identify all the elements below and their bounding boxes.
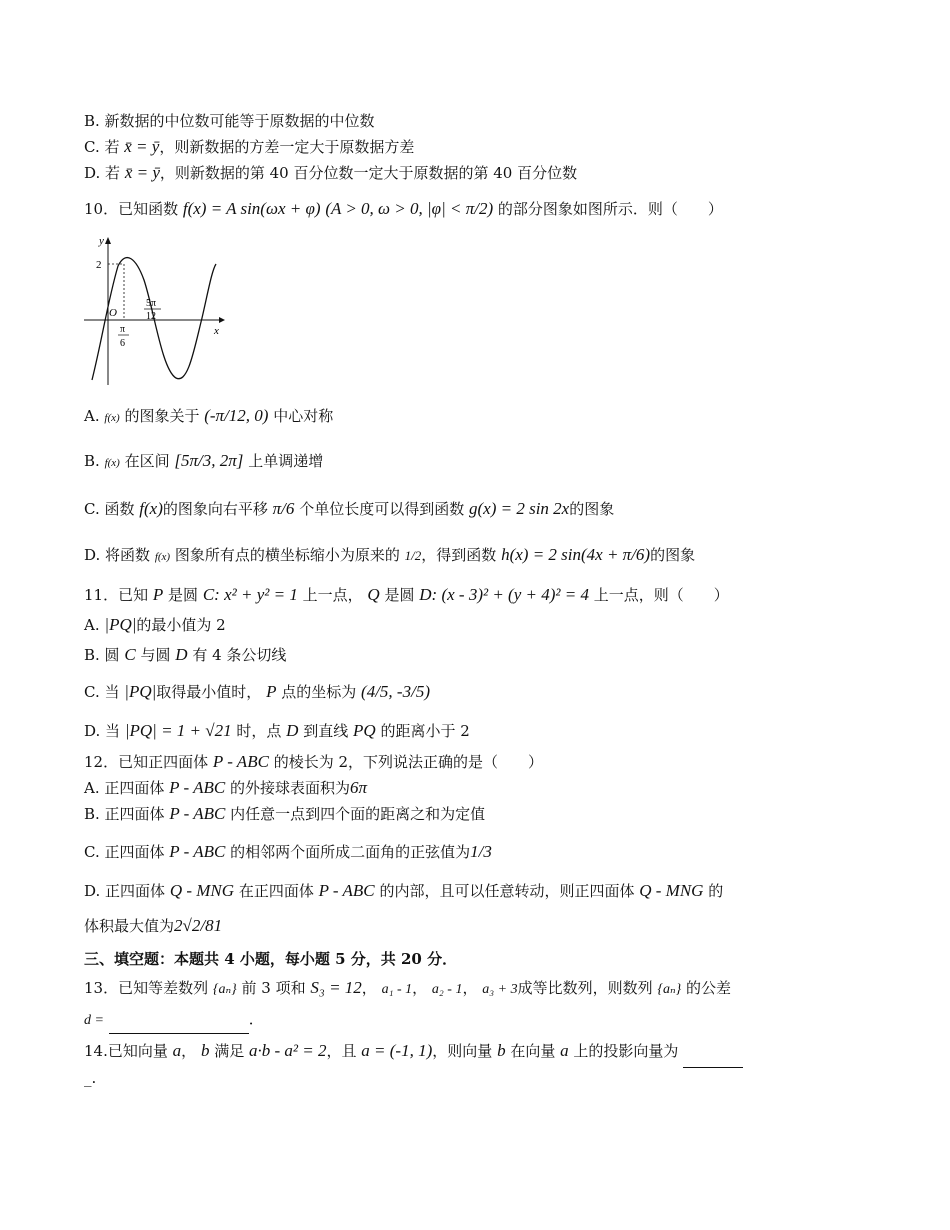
- x-label: x: [214, 325, 219, 337]
- q11-d-mid: 时，点: [236, 722, 282, 740]
- q13-a1: a₁ - 1: [381, 982, 413, 997]
- q10-d-text1: D. 将函数: [84, 546, 151, 564]
- q10-option-d: [84, 532, 814, 580]
- q12-b-pre: B. 正四面体: [84, 805, 165, 823]
- q12-option-c: [84, 828, 814, 876]
- q10-a-func: f(x): [104, 412, 120, 424]
- q12-d-mid: 在正四面体: [238, 882, 314, 900]
- q11-stem1: 11．已知: [84, 586, 149, 604]
- q11-c-mid2: 点的坐标为: [281, 683, 357, 701]
- q9-d-condition: x̄ = ȳ: [124, 163, 160, 182]
- q13-line1: [84, 972, 814, 1006]
- q14-line2: [84, 1068, 814, 1088]
- tick-pi6-den: 6: [120, 338, 125, 349]
- section3-title-text: 三、填空题：本题共 4 小题，每小题 5 分，共 20 分．: [84, 950, 458, 968]
- tick-pi6-num: π: [120, 324, 126, 335]
- q13-seq2: {aₙ}: [657, 982, 682, 997]
- q10-c-text2: 的图象向右平移: [162, 500, 268, 518]
- q11-a-math: |PQ|: [104, 615, 137, 634]
- q10-stem-pre: 10．已知函数: [84, 200, 179, 218]
- q12-tetra: P - ABC: [212, 752, 269, 771]
- q10-b-text: 在区间: [124, 452, 170, 470]
- q11-d-post: 的距离小于 2: [380, 722, 470, 740]
- q13-answer-blank[interactable]: [109, 1017, 249, 1034]
- q12-stem-post: 的棱长为 2，下列说法正确的是（ ）: [273, 753, 544, 771]
- q11-stem: [84, 580, 814, 610]
- q9-c-pre: C. 若: [84, 138, 120, 156]
- q11-option-d: [84, 714, 814, 748]
- q14-t7: 上的投影向量为: [573, 1042, 679, 1060]
- q14-t2: ，: [181, 1042, 197, 1060]
- q12-d-tetra: P - ABC: [318, 881, 375, 900]
- q13-t5: ，: [462, 979, 478, 997]
- q9-c-condition: x̄ = ȳ: [124, 137, 160, 156]
- q14-t4: ，且: [326, 1042, 357, 1060]
- q14-t5: ，则向量: [432, 1042, 493, 1060]
- q11-c-mid: 取得最小值时，: [156, 683, 262, 701]
- q13-t6: 成等比数列，则数列: [517, 979, 653, 997]
- q9-option-c: [84, 134, 814, 160]
- q12-c-post: 的相邻两个面所成二面角的正弦值为: [230, 843, 471, 861]
- q14-a-val: a = (-1, 1): [361, 1041, 433, 1060]
- q14-a: a: [172, 1041, 182, 1060]
- q9-option-d: [84, 160, 814, 186]
- q14-t6: 在向量: [510, 1042, 556, 1060]
- q13-d: d =: [84, 1013, 104, 1028]
- q14-end: _.: [84, 1069, 97, 1087]
- tick-5pi12-num: 5π: [146, 298, 157, 309]
- q10-b-interval: [5π/3, 2π]: [174, 451, 244, 470]
- q10-d-text4: 的图象: [650, 546, 696, 564]
- x-axis-arrow: [219, 317, 225, 323]
- q13-s3: S₃ = 12: [310, 978, 362, 997]
- tick-5pi12-den: 12: [146, 311, 156, 322]
- q12-c-tetra: P - ABC: [169, 842, 226, 861]
- q10-c-func: f(x): [139, 499, 163, 518]
- q12-d-inner: Q - MNG: [169, 881, 235, 900]
- q12-stem-pre: 12．已知正四面体: [84, 753, 209, 771]
- q11-option-a: [84, 610, 814, 640]
- q11-b-c: C: [124, 645, 136, 664]
- q9-c-post: ，则新数据的方差一定大于原数据方差: [159, 138, 415, 156]
- q12-option-d: [84, 876, 814, 906]
- q12-b-tetra: P - ABC: [169, 804, 226, 823]
- q10-a-post: 中心对称: [273, 407, 334, 425]
- q11-b-post: 有 4 条公切线: [192, 646, 287, 664]
- q10-c-text3: 个单位长度可以得到函数: [299, 500, 465, 518]
- q13-t1: 13．已知等差数列: [84, 979, 209, 997]
- q10-c-text1: C. 函数: [84, 500, 135, 518]
- q12-c-pre: C. 正四面体: [84, 843, 165, 861]
- q12-a-pre: A. 正四面体: [84, 779, 165, 797]
- q11-c-math: |PQ|: [124, 682, 157, 701]
- section3-title: [84, 946, 814, 972]
- q13-a3: a₃ + 3: [482, 982, 518, 997]
- q11-d-mid2: 到直线: [303, 722, 349, 740]
- q11-stem3: 上一点，: [302, 586, 363, 604]
- q13-end: ．: [248, 1010, 264, 1028]
- q11-stem5: 上一点，则（ ）: [593, 586, 729, 604]
- q13-t4: ，: [412, 979, 428, 997]
- q10-c-text4: 的图象: [569, 500, 615, 518]
- q10-b-post: 上单调递增: [248, 452, 324, 470]
- q10-a-pre: A.: [84, 407, 100, 425]
- y-axis-arrow: [105, 237, 111, 244]
- q11-d-pre: D. 当: [84, 722, 121, 740]
- q12-option-d-line2: [84, 906, 814, 946]
- q11-d-d: D: [286, 721, 299, 740]
- q9-option-b-text: B. 新数据的中位数可能等于原数据的中位数: [84, 112, 375, 130]
- q9-d-pre: D. 若: [84, 164, 121, 182]
- q14-b2: b: [497, 1041, 506, 1060]
- q14-a2: a: [560, 1041, 569, 1060]
- q10-a-point: (-π/12, 0): [204, 406, 269, 425]
- q10-d-text3: ，得到函数: [421, 546, 497, 564]
- q11-d-pq: PQ: [353, 721, 376, 740]
- q10-condition: (A > 0, ω > 0, |φ| < π/2): [325, 199, 494, 218]
- max-label: 2: [96, 259, 102, 271]
- q13-t2: 前 3 项和: [241, 979, 306, 997]
- q14-answer-blank[interactable]: [683, 1051, 743, 1068]
- q10-option-b: [84, 438, 814, 486]
- q10-d-text2: 图象所有点的横坐标缩小为原来的: [174, 546, 400, 564]
- q14-line1: [84, 1034, 814, 1068]
- q11-b-mid: 与圆: [140, 646, 171, 664]
- q12-d-val: 2√2/81: [174, 916, 223, 935]
- q11-stem2: 是圆: [168, 586, 199, 604]
- q12-a-post: 的外接球表面积为: [229, 779, 350, 797]
- q11-circle-d: D: (x - 3)² + (y + 4)² = 4: [419, 585, 589, 604]
- y-label: y: [99, 235, 104, 247]
- q11-c-p: P: [266, 682, 277, 701]
- q11-b-d: D: [175, 645, 188, 664]
- q14-t3: 满足: [214, 1042, 245, 1060]
- q10-b-func: f(x): [104, 457, 120, 469]
- origin-label: O: [109, 307, 117, 319]
- q10-d-func: f(x): [154, 551, 171, 563]
- q13-t3: ，: [361, 979, 377, 997]
- q11-a-post: 的最小值为 2: [136, 616, 226, 634]
- q12-d-post: 的: [708, 882, 724, 900]
- q10-graph: [84, 230, 234, 390]
- q10-stem-post: 的部分图象如图所示．则（ ）: [497, 200, 723, 218]
- q11-option-b: [84, 640, 814, 670]
- q11-c-coord: (4/5, -3/5): [361, 682, 430, 701]
- q11-c-pre: C. 当: [84, 683, 120, 701]
- q13-a2: a₂ - 1: [431, 982, 463, 997]
- q11-b-pre: B. 圆: [84, 646, 120, 664]
- q12-d-pre: D. 正四面体: [84, 882, 166, 900]
- q13-t7: 的公差: [686, 979, 732, 997]
- q11-a-pre: A.: [84, 616, 100, 634]
- q10-a-text: 的图象关于: [124, 407, 200, 425]
- q11-circle-c: C: x² + y² = 1: [202, 585, 298, 604]
- q10-stem: [84, 192, 814, 226]
- q14-b: b: [200, 1041, 210, 1060]
- q12-stem: [84, 748, 814, 776]
- q12-d-mid2: 的内部，且可以任意转动，则正四面体: [379, 882, 635, 900]
- q14-t1: 14.已知向量: [84, 1042, 168, 1060]
- q10-c-shift: π/6: [272, 499, 295, 518]
- q10-option-a: [84, 396, 814, 438]
- q11-d-math: |PQ| = 1 + √21: [124, 721, 232, 740]
- q10-sine-graph: [84, 230, 234, 390]
- q13-seq: {aₙ}: [212, 982, 237, 997]
- q11-stem4: 是圆: [384, 586, 415, 604]
- q9-d-post: ，则新数据的第 40 百分位数一定大于原数据的第 40 百分位数: [159, 164, 578, 182]
- q10-b-pre: B.: [84, 452, 100, 470]
- q11-p: P: [152, 585, 164, 604]
- q13-line2: [84, 1006, 814, 1034]
- q10-d-h: h(x) = 2 sin(4x + π/6): [501, 545, 651, 564]
- q12-a-val: 6π: [350, 778, 368, 797]
- q12-d-inner2: Q - MNG: [639, 881, 704, 900]
- q14-eq: a·b - a² = 2: [249, 1041, 327, 1060]
- q10-d-frac: 1/2: [404, 548, 422, 563]
- q12-option-a: [84, 776, 814, 800]
- exam-page: [84, 108, 814, 1088]
- q10-function: f(x) = A sin(ωx + φ): [182, 199, 321, 218]
- q11-q: Q: [367, 585, 380, 604]
- q10-option-c: [84, 486, 814, 532]
- q10-c-g: g(x) = 2 sin 2x: [468, 499, 570, 518]
- q12-b-post: 内任意一点到四个面的距离之和为定值: [230, 805, 486, 823]
- q12-d-line2: 体积最大值为: [84, 917, 175, 935]
- q12-c-val: 1/3: [470, 842, 492, 861]
- q9-option-b: [84, 108, 814, 134]
- q12-a-tetra: P - ABC: [169, 778, 226, 797]
- q11-option-c: [84, 670, 814, 714]
- q12-option-b: [84, 800, 814, 828]
